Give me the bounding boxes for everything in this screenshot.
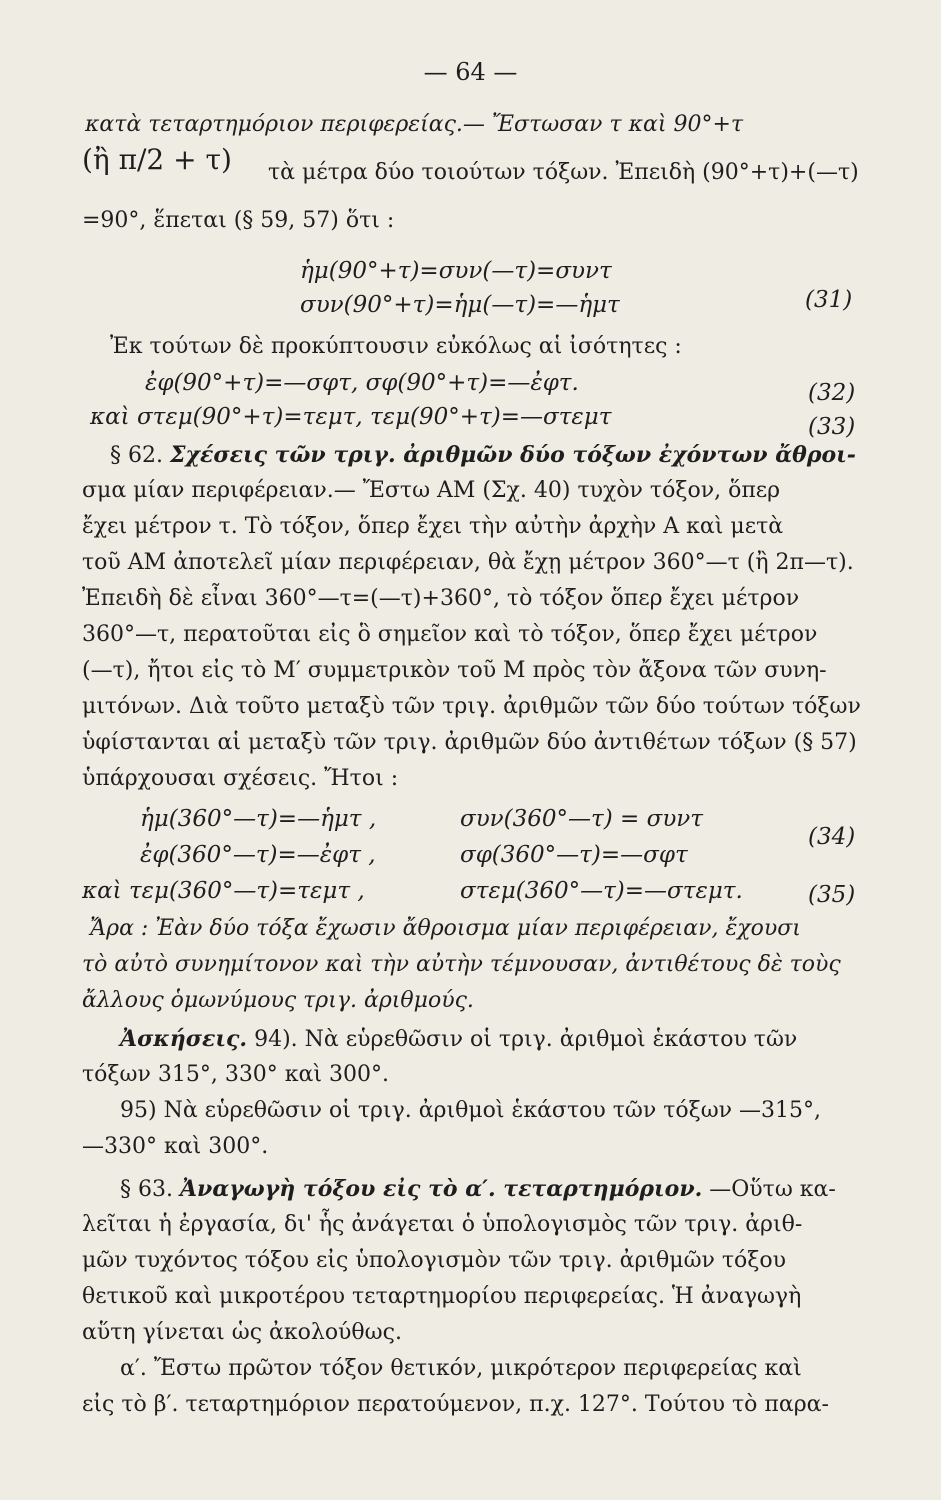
equation-31a: ἡμ(90°+τ)=συν(—τ)=συντ — [300, 258, 612, 284]
page-number: — 64 — — [423, 58, 518, 86]
section-number: § 63. — [120, 1177, 173, 1202]
section-number: § 62. — [110, 443, 163, 468]
text-line: αὕτη γίνεται ὡς ἀκολούθως. — [82, 1320, 402, 1345]
text-line: σμα μίαν περιφέρειαν.— Ἔστω ΑΜ (Σχ. 40) τυχὸν τόξον, ὅπερ — [82, 478, 781, 503]
section-title: Σχέσεις τῶν τριγ. ἀριθμῶν δύο τόξων ἐχόντων ἄθροι- — [169, 442, 856, 468]
text-line: τὸ αὐτὸ συνημίτονον καὶ τὴν αὐτὴν τέμνουσαν, ἀντιθέτους δὲ τοὺς — [82, 952, 841, 977]
exercises-line — [120, 1024, 920, 1055]
equation-tag-31: (31) — [805, 287, 853, 313]
equation-34a-left: ἡμ(360°—τ)=—ἡμτ , — [140, 806, 377, 832]
equation-tag-35: (35) — [808, 882, 856, 908]
exercises-label: Ἀσκήσεις. — [120, 1026, 248, 1052]
equation-34b-left: ἐφ(360°—τ)=—ἐφτ , — [140, 842, 376, 868]
text-line: τὰ μέτρα δύο τοιούτων τόξων. Ἐπειδὴ (90°+τ)+(—τ) — [268, 160, 859, 185]
equation-35-right: στεμ(360°—τ)=—στεμτ. — [460, 878, 743, 904]
text-line: ἔχει μέτρον τ. Τὸ τόξον, ὅπερ ἔχει τὴν αὐτὴν ἀρχὴν Α καὶ μετὰ — [82, 514, 784, 539]
equation-tag-34: (34) — [808, 824, 856, 850]
exercise-95: 95) Νὰ εὑρεθῶσιν οἱ τριγ. ἀριθμοὶ ἑκάστου τῶν τόξων —315°, — [120, 1098, 822, 1123]
text-line: εἰς τὸ β′. τεταρτημόριον περατούμενον, π.χ. 127°. Τούτου τὸ παρα- — [82, 1392, 829, 1417]
equation-34a-right: συν(360°—τ) = συντ — [460, 806, 704, 832]
equation-tag-33: (33) — [808, 414, 856, 440]
section-title: Ἀναγωγὴ τόξου εἰς τὸ α′. τεταρτημόριον. — [179, 1176, 703, 1202]
text-line: λεῖται ἡ ἐργασία, δι' ἧς ἀνάγεται ὁ ὑπολογισμὸς τῶν τριγ. ἀριθ- — [82, 1212, 803, 1237]
text-line: ὑφίστανται αἱ μεταξὺ τῶν τριγ. ἀριθμῶν δύο ἀντιθέτων τόξων (§ 57) — [82, 730, 857, 755]
text-line: τόξων 315°, 330° καὶ 300°. — [82, 1062, 390, 1087]
text-line: μιτόνων. Διὰ τοῦτο μεταξὺ τῶν τριγ. ἀριθμῶν τῶν δύο τούτων τόξων — [82, 694, 861, 719]
equation-32: ἐφ(90°+τ)=—σφτ, σφ(90°+τ)=—ἐφτ. — [145, 370, 579, 396]
text-line: Ἐπειδὴ δὲ εἶναι 360°—τ=(—τ)+360°, τὸ τόξον ὅπερ ἔχει μέτρον — [82, 586, 800, 611]
text-line: κατὰ τεταρτημόριον περιφερείας.— Ἔστωσαν τ καὶ 90°+τ — [85, 112, 744, 137]
equation-tag-32: (32) — [808, 380, 856, 406]
equation-34b-right: σφ(360°—τ)=—σφτ — [460, 842, 688, 868]
text-line: θετικοῦ καὶ μικροτέρου τεταρτημορίου περιφερείας. Ἡ ἀναγωγὴ — [82, 1284, 802, 1309]
text-line: =90°, ἕπεται (§ 59, 57) ὅτι : — [82, 208, 395, 233]
text-line: Ἐκ τούτων δὲ προκύπτουσιν εὐκόλως αἱ ἰσότητες : — [110, 334, 682, 359]
text-line: 360°—τ, περατοῦται εἰς ὃ σημεῖον καὶ τὸ τόξον, ὅπερ ἔχει μέτρον — [82, 622, 818, 647]
section-63-heading — [120, 1174, 920, 1205]
text-line: τοῦ ΑΜ ἀποτελεῖ μίαν περιφέρειαν, θὰ ἔχῃ μέτρον 360°—τ (ἢ 2π—τ). — [82, 550, 854, 575]
exercise-94: 94). Νὰ εὑρεθῶσιν οἱ τριγ. ἀριθμοὶ ἑκάστου τῶν — [254, 1027, 798, 1052]
text-line: (—τ), ἤτοι εἰς τὸ Μ′ συμμετρικὸν τοῦ Μ πρὸς τὸν ἄξονα τῶν συνη- — [82, 658, 827, 683]
text-line: ὑπάρχουσαι σχέσεις. Ἤτοι : — [82, 766, 399, 791]
text-line: μῶν τυχόντος τόξου εἰς ὑπολογισμὸν τῶν τριγ. ἀριθμῶν τόξου — [82, 1248, 787, 1273]
section-text: —Οὕτω κα- — [709, 1177, 836, 1202]
text-line: —330° καὶ 300°. — [82, 1134, 269, 1159]
fraction-expression: (ἢ π/2 + τ) — [82, 143, 232, 176]
section-62-heading — [110, 440, 910, 471]
text-line: ἄλλους ὁμωνύμους τριγ. ἀριθμούς. — [82, 988, 474, 1013]
text-line: Ἄρα : Ἐὰν δύο τόξα ἔχωσιν ἄθροισμα μίαν περιφέρειαν, ἔχουσι — [90, 916, 801, 941]
equation-33: καὶ στεμ(90°+τ)=τεμτ, τεμ(90°+τ)=—στεμτ — [90, 404, 612, 430]
equation-35-left: καὶ τεμ(360°—τ)=τεμτ , — [82, 878, 365, 904]
equation-31b: συν(90°+τ)=ἡμ(—τ)=—ἡμτ — [300, 292, 620, 318]
text-line: α′. Ἔστω πρῶτον τόξον θετικόν, μικρότερον περιφερείας καὶ — [120, 1356, 802, 1381]
